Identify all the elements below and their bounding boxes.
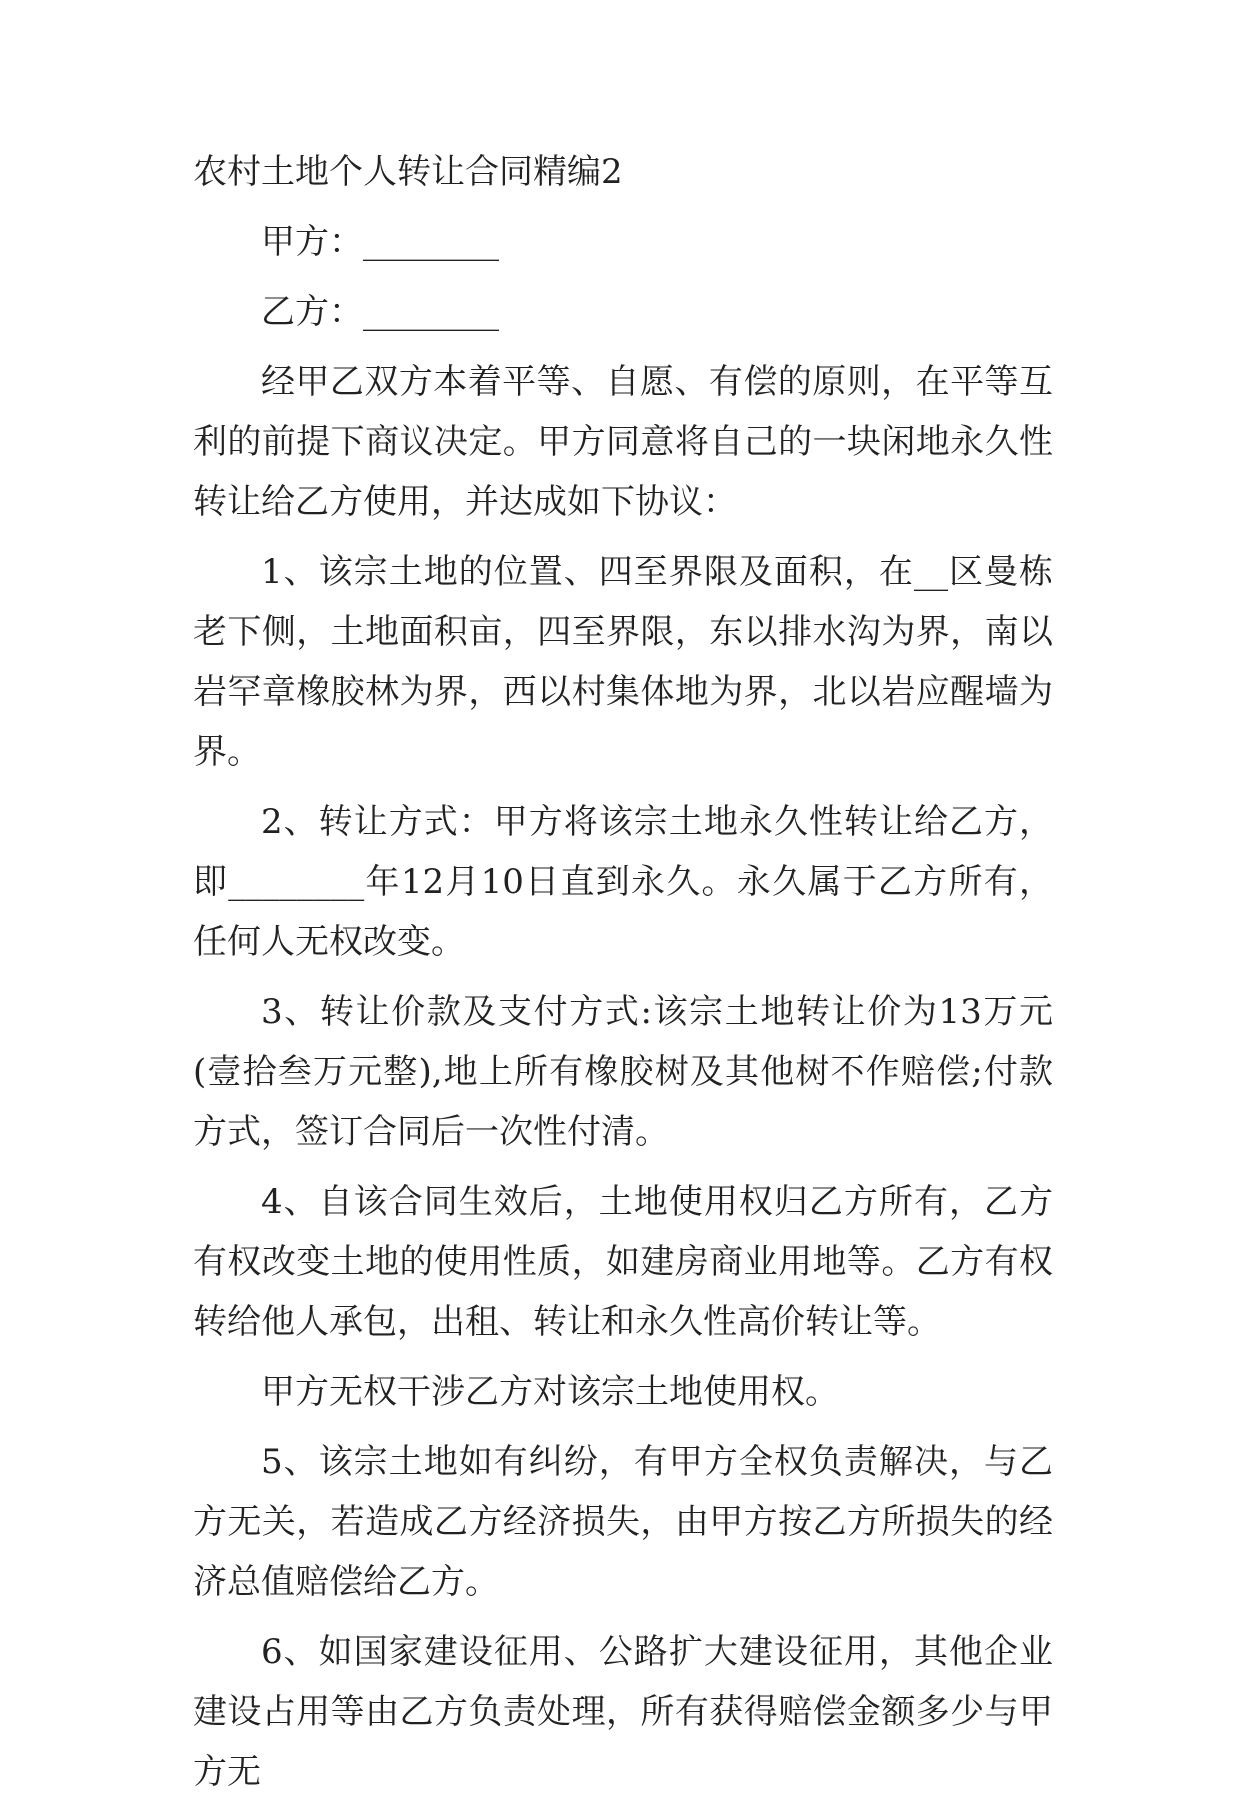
party-a-line: 甲方：________: [261, 222, 499, 262]
paragraph-clause-3: 3、转让价款及支付方式:该宗土地转让价为13万元(壹拾叁万元整),地上所有橡胶树及其他树不作赔偿;付款方式，签订合同后一次性付清。: [193, 992, 1053, 1152]
paragraph-clause-4-note: 甲方无权干涉乙方对该宗土地使用权。: [261, 1372, 839, 1412]
document-title: 农村土地个人转让合同精编2: [193, 152, 623, 192]
paragraph-clause-1: 1、该宗土地的位置、四至界限及面积，在__区曼栋老下侧，土地面积亩，四至界限，东以排水沟为界，南以岩罕章橡胶林为界，西以村集体地为界，北以岩应醒墙为界。: [193, 552, 1053, 772]
party-b-line: 乙方：________: [261, 292, 499, 332]
paragraph-clause-6: 6、如国家建设征用、公路扩大建设征用，其他企业建设占用等由乙方负责处理，所有获得赔偿金额多少与甲方无: [193, 1632, 1053, 1792]
document-body: [193, 142, 1053, 1812]
paragraph-clause-4: 4、自该合同生效后，土地使用权归乙方所有，乙方有权改变土地的使用性质，如建房商业用地等。乙方有权转给他人承包，出租、转让和永久性高价转让等。: [193, 1182, 1053, 1342]
paragraph-clause-5: 5、该宗土地如有纠纷，有甲方全权负责解决，与乙方无关，若造成乙方经济损失，由甲方按乙方所损失的经济总值赔偿给乙方。: [193, 1442, 1053, 1602]
paragraph-intro: 经甲乙双方本着平等、自愿、有偿的原则，在平等互利的前提下商议决定。甲方同意将自己的一块闲地永久性转让给乙方使用，并达成如下协议：: [193, 362, 1053, 522]
paragraph-clause-2: 2、转让方式：甲方将该宗土地永久性转让给乙方，即________年12月10日直到永久。永久属于乙方所有，任何人无权改变。: [193, 802, 1053, 962]
